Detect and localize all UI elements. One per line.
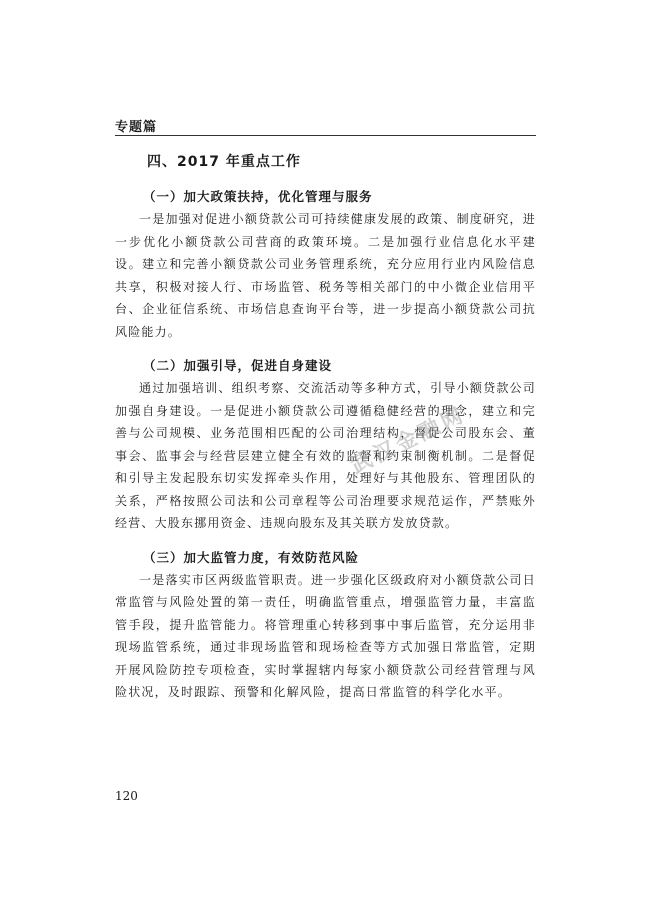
- watermark: 武汉金融网: [346, 400, 470, 479]
- subsection-paragraph: 一是加强对促进小额贷款公司可持续健康发展的政策、制度研究，进一步优化小额贷款公司营商的政策环境。二是加强行业信息化水平建设。建立和完善小额贷款公司业务管理系统，充分应用行业内风险信息共享，积极对接人行、市场监管、税务等相关部门的中小微企业信用平台、企业征信系统、市场信息查询平台等，进一步提高小额贷款公司抗风险能力。: [115, 212, 536, 339]
- subsection-paragraph: 一是落实市区两级监管职责。进一步强化区级政府对小额贷款公司日常监管与风险处置的第一责任，明确监管重点，增强监管力量，丰富监管手段，提升监管能力。将管理重心转移到事中事后监管，充分运用非现场监管系统，通过非现场监管和现场检查等方式加强日常监管，定期开展风险防控专项检查，实时掌握辖内每家小额贷款公司经营管理与风险状况，及时跟踪、预警和化解风险，提高日常监管的科学化水平。: [115, 572, 536, 699]
- subsection-paragraph: 通过加强培训、组织考察、交流活动等多种方式，引导小额贷款公司加强自身建设。一是促进小额贷款公司遵循稳健经营的理念，建立和完善与公司规模、业务范围相匹配的公司治理结构，督促公司股东会、董事会、监事会与经营层建立健全有效的监督和约束制衡机制。二是督促和引导主发起股东切实发挥牵头作用，处理好与其他股东、管理团队的关系，严格按照公司法和公司章程等公司治理要求规范运作，严禁账外经营、大股东挪用资金、违规向股东及其关联方发放贷款。: [115, 381, 536, 530]
- subsection-heading: （一）加大政策扶持，优化管理与服务: [143, 189, 373, 204]
- subsection-3: [115, 547, 536, 704]
- subsection-heading: （三）加大监管力度，有效防范风险: [143, 549, 360, 565]
- subsection-heading: （二）加强引导，促进自身建设: [143, 358, 333, 373]
- subsection-2: [115, 355, 536, 535]
- header-divider: [115, 135, 536, 136]
- running-header: 专题篇: [115, 120, 158, 135]
- section-title: 四、2017 年重点工作: [147, 154, 301, 170]
- subsection-1: [115, 186, 536, 343]
- page-number: 120: [115, 789, 138, 803]
- page-body: [115, 150, 536, 704]
